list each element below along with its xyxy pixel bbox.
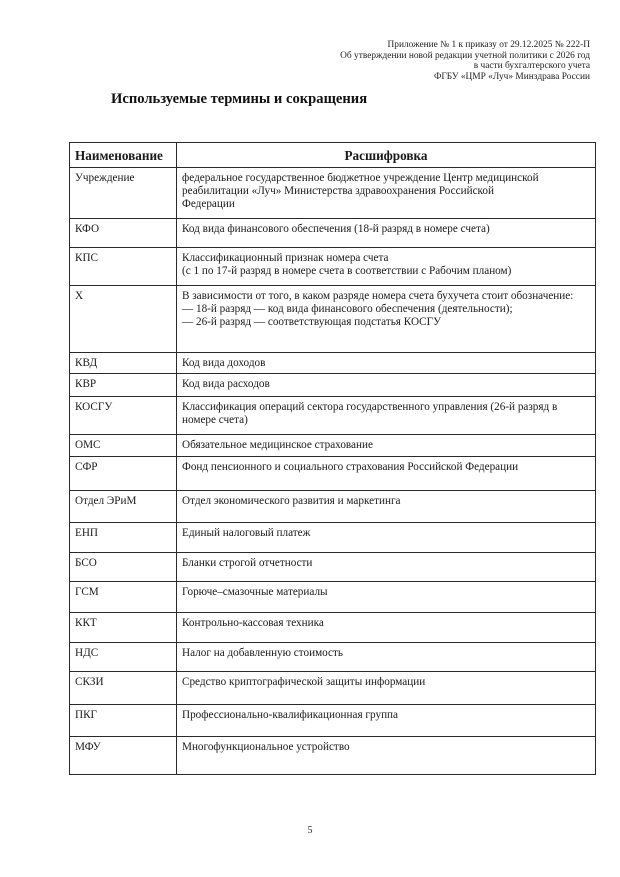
term-name: СФР xyxy=(70,457,177,491)
term-definition xyxy=(177,613,596,643)
definition-line: Контрольно-кассовая техника xyxy=(182,617,324,629)
table-row xyxy=(70,672,596,705)
term-definition xyxy=(177,672,596,705)
table-row xyxy=(70,582,596,613)
table-row xyxy=(70,248,596,286)
table-row xyxy=(70,286,596,353)
term-definition xyxy=(177,491,596,523)
page-number: 5 xyxy=(307,825,313,836)
term-definition xyxy=(177,168,596,219)
term-definition xyxy=(177,553,596,582)
term-definition xyxy=(177,523,596,553)
table-row xyxy=(70,457,596,491)
term-definition xyxy=(177,737,596,775)
definition-line: Отдел экономического развития и маркетинга xyxy=(182,495,401,507)
header-line: Приложение № 1 к приказу от 29.12.2025 № 222-П xyxy=(387,40,590,50)
table-row xyxy=(70,553,596,582)
definition-line: — 18-й разряд — код вида финансового обеспечения (деятельности); xyxy=(182,303,513,316)
definition-line: В зависимости от того, в каком разряде номера счета бухучета стоит обозначение: xyxy=(182,290,574,302)
definition-line: Средство криптографической защиты информации xyxy=(182,676,426,688)
definition-line: Профессионально-квалификационная группа xyxy=(182,709,399,721)
definition-line: Единый налоговый платеж xyxy=(182,527,311,539)
term-name: Учреждение xyxy=(70,168,177,219)
term-definition xyxy=(177,435,596,457)
term-name: КПС xyxy=(70,248,177,286)
term-name: ПКГ xyxy=(70,705,177,737)
table-row xyxy=(70,397,596,435)
definition-line: Горюче–смазочные материалы xyxy=(182,586,328,598)
definition-line: Бланки строгой отчетности xyxy=(182,557,313,569)
table-row xyxy=(70,643,596,672)
header-line: Об утверждении новой редакции учетной политики с 2026 год xyxy=(340,50,590,61)
column-header-name: Наименование xyxy=(70,143,177,168)
table-row xyxy=(70,491,596,523)
definition-line: реабилитации «Луч» Министерства здравоохранения Российской xyxy=(182,185,494,198)
definition-line: федеральное государственное бюджетное учреждение Центр медицинской xyxy=(182,172,539,184)
table-row xyxy=(70,705,596,737)
term-name: НДС xyxy=(70,643,177,672)
definition-line: Многофункциональное устройство xyxy=(182,741,350,753)
term-name: СКЗИ xyxy=(70,672,177,705)
definition-line: Код вида доходов xyxy=(182,357,266,369)
table-header-row xyxy=(70,143,596,168)
definition-line: — 26-й разряд — соответствующая подстатья КОСГУ xyxy=(182,316,442,329)
definition-line: Обязательное медицинское страхование xyxy=(182,439,373,451)
page-title: Используемые термины и сокращения xyxy=(111,91,368,107)
order-reference-header xyxy=(230,40,590,82)
term-definition xyxy=(177,219,596,248)
term-name: Х xyxy=(70,286,177,353)
table-row xyxy=(70,219,596,248)
term-name: КФО xyxy=(70,219,177,248)
table-row xyxy=(70,435,596,457)
term-name: КВР xyxy=(70,374,177,397)
term-definition xyxy=(177,286,596,353)
term-definition xyxy=(177,705,596,737)
term-name: ККТ xyxy=(70,613,177,643)
table-row xyxy=(70,374,596,397)
term-definition xyxy=(177,397,596,435)
term-name: МФУ xyxy=(70,737,177,775)
column-header-definition: Расшифровка xyxy=(177,143,596,168)
term-name: БСО xyxy=(70,553,177,582)
definition-line: Код вида финансового обеспечения (18-й разряд в номере счета) xyxy=(182,223,490,235)
term-definition xyxy=(177,353,596,374)
term-name: ЕНП xyxy=(70,523,177,553)
definition-line: (с 1 по 17-й разряд в номере счета в соответствии с Рабочим планом) xyxy=(182,265,512,278)
terms-table xyxy=(69,142,596,775)
term-name: КВД xyxy=(70,353,177,374)
term-definition xyxy=(177,374,596,397)
definition-line: Федерации xyxy=(182,198,235,211)
definition-line: Классификационный признак номера счета xyxy=(182,252,389,264)
table-row xyxy=(70,353,596,374)
term-name: Отдел ЭРиМ xyxy=(70,491,177,523)
term-name: КОСГУ xyxy=(70,397,177,435)
header-line: в части бухгалтерского учета xyxy=(473,61,590,72)
term-definition xyxy=(177,643,596,672)
definition-line: Фонд пенсионного и социального страхования Российской Федерации xyxy=(182,461,519,473)
header-line: ФГБУ «ЦМР «Луч» Минздрава России xyxy=(433,71,590,82)
definition-line: Классификация операций сектора государственного управления (26-й разряд в номере счета) xyxy=(182,401,558,427)
table-row xyxy=(70,613,596,643)
definition-line: Код вида расходов xyxy=(182,378,270,390)
table-row xyxy=(70,523,596,553)
definition-line: Налог на добавленную стоимость xyxy=(182,647,344,659)
term-definition xyxy=(177,582,596,613)
term-name: ГСМ xyxy=(70,582,177,613)
term-definition xyxy=(177,457,596,491)
table-row xyxy=(70,737,596,775)
term-definition xyxy=(177,248,596,286)
table-row xyxy=(70,168,596,219)
term-name: ОМС xyxy=(70,435,177,457)
